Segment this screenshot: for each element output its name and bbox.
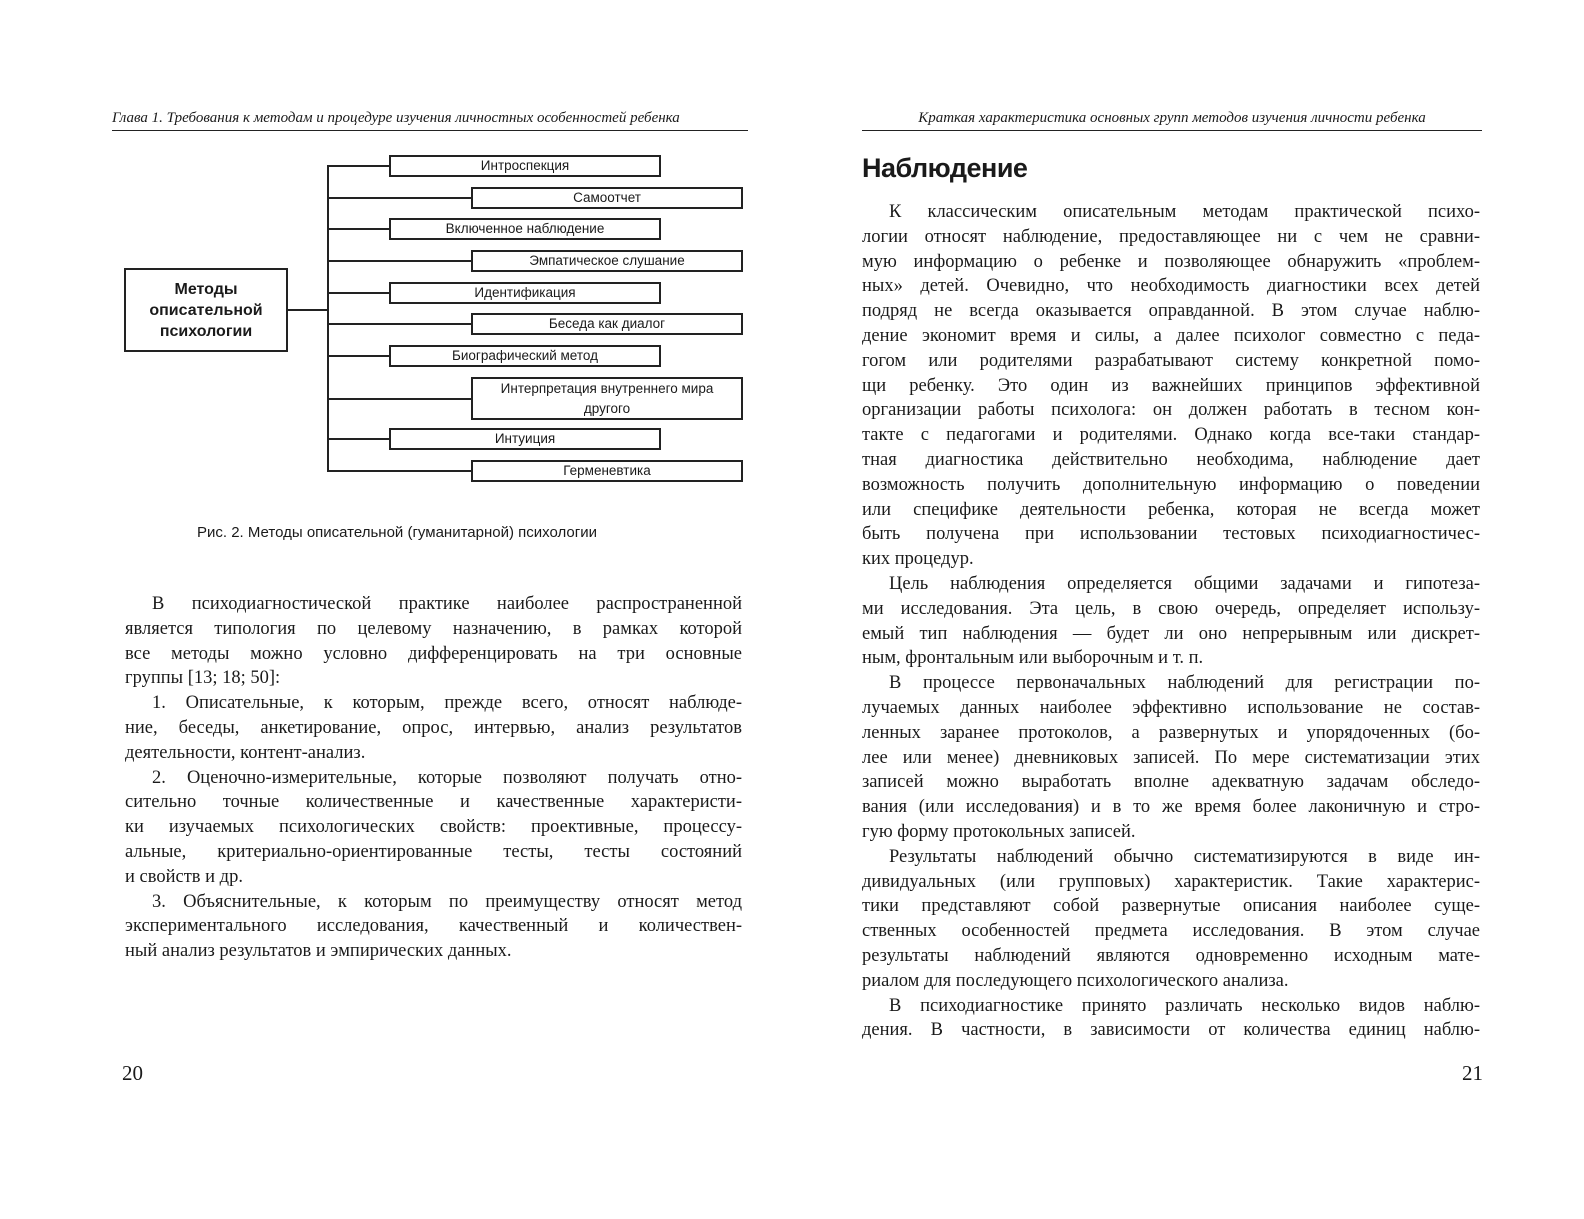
- text-line: Цель наблюдения определяется общими задачами и гипотеза-: [889, 573, 1480, 594]
- text-line: ных» детей. Очевидно, что необходимость диагностики всех детей: [862, 276, 1480, 297]
- text-line: К классическим описательным методам практической психо-: [889, 202, 1480, 222]
- text-line: 1. Описательные, к которым, прежде всего, относят наблюде-: [152, 693, 742, 714]
- text-line: тики представляют собой развернутые описания наиболее суще-: [862, 896, 1480, 917]
- text-line: ным, фронтальным или выборочным и т. п.: [862, 648, 1204, 669]
- paragraph: [125, 691, 742, 765]
- text-line: экспериментального исследования, качественный и количествен-: [125, 916, 742, 937]
- branch-line: [328, 260, 471, 262]
- left-body-text: [125, 592, 742, 964]
- text-line: ленных заранее протоколов, а развернутых и упорядоченных (бо-: [862, 722, 1480, 743]
- text-line: возможность получить дополнительную информацию о поведении: [862, 474, 1480, 495]
- branch-line: [328, 470, 471, 472]
- text-line: ми исследования. Эта цель, в свою очередь, определяет использу-: [862, 598, 1480, 619]
- text-line: является типология по целевому назначению, в рамках которой: [125, 618, 742, 639]
- branch-line: [328, 165, 389, 167]
- text-line: дения. В частности, в зависимости от количества единиц наблю-: [862, 1020, 1480, 1041]
- diagram-method-box: Интерпретация внутреннего мира другого: [471, 377, 743, 420]
- section-heading: Наблюдение: [862, 153, 1028, 183]
- right-body-text: [862, 200, 1480, 1043]
- text-line: альные, критериально-ориентированные тесты, тесты состояний: [125, 841, 742, 862]
- diagram-root-box: Методы описательной психологии: [124, 268, 288, 352]
- diagram-method-box: Идентификация: [389, 282, 661, 304]
- text-line: такте с педагогами и родителями. Однако когда все-таки стандар-: [862, 425, 1480, 446]
- text-line: организации работы психолога: он должен работать в тесном кон-: [862, 400, 1480, 421]
- diagram-method-box: Самоотчет: [471, 187, 743, 209]
- connector-line: [288, 309, 329, 311]
- trunk-line: [327, 165, 329, 472]
- page-number-right: 21: [1462, 1061, 1483, 1085]
- text-line: гогом или родителями разрабатывают систему конкретной помо-: [862, 350, 1480, 371]
- paragraph: [125, 766, 742, 890]
- paragraph: [862, 994, 1480, 1044]
- branch-line: [328, 228, 389, 230]
- text-line: щи ребенку. Это один из важнейших принципов эффективной: [862, 375, 1480, 396]
- text-line: все методы можно условно дифференцировать на три основные: [125, 643, 742, 664]
- paragraph: [862, 671, 1480, 845]
- diagram-method-box: Эмпатическое слушание: [471, 250, 743, 272]
- text-line: В психодиагностике принято различать несколько видов наблю-: [889, 995, 1480, 1016]
- text-line: ки изучаемых психологических свойств: проективные, процессу-: [125, 817, 742, 838]
- diagram-method-box: Биографический метод: [389, 345, 661, 367]
- branch-line: [328, 438, 389, 440]
- branch-line: [328, 292, 389, 294]
- figure-caption: Рис. 2. Методы описательной (гуманитарной) психологии: [197, 524, 597, 541]
- text-line: или специфике деятельности ребенка, которая не всегда может: [862, 499, 1480, 520]
- text-line: гую форму протокольных записей.: [862, 821, 1136, 842]
- page-number-left: 20: [122, 1061, 143, 1085]
- text-line: деятельности, контент-анализ.: [125, 742, 366, 763]
- text-line: ние, беседы, анкетирование, опрос, интервью, анализ результатов: [125, 717, 742, 738]
- text-line: Результаты наблюдений обычно систематизируются в виде ин-: [889, 846, 1480, 867]
- paragraph: [125, 592, 742, 691]
- text-line: тная диагностика действительно необходима, наблюдение дает: [862, 449, 1480, 470]
- text-line: мую информацию о ребенке и позволяющее обнаружить «проблем-: [862, 251, 1480, 272]
- text-line: сительно точные количественные и качественные характеристи-: [125, 792, 742, 813]
- paragraph: [862, 572, 1480, 671]
- text-line: логии относят наблюдение, предоставляющее ни с чем не сравни-: [862, 226, 1480, 247]
- diagram-method-box: Интуиция: [389, 428, 661, 450]
- text-line: ственных особенностей предмета исследования. В этом случае: [862, 921, 1480, 942]
- text-line: 2. Оценочно-измерительные, которые позволяют получать отно-: [152, 767, 742, 788]
- paragraph: [125, 890, 742, 964]
- text-line: подряд не всегда оказывается оправданной. В этом случае наблю-: [862, 301, 1480, 322]
- text-line: ких процедур.: [862, 549, 974, 570]
- text-line: дение экономит время и силы, а далее психолог совместно с педа-: [862, 325, 1480, 346]
- right-running-head: Краткая характеристика основных групп методов изучения личности ребенка: [862, 110, 1482, 131]
- text-line: и свойств и др.: [125, 866, 243, 887]
- diagram-method-box: Интроспекция: [389, 155, 661, 177]
- text-line: быть получена при использовании тестовых психодиагностичес-: [862, 524, 1480, 545]
- text-line: В процессе первоначальных наблюдений для регистрации по-: [889, 673, 1480, 694]
- text-line: дивидуальных (или групповых) характеристик. Такие характерис-: [862, 871, 1480, 892]
- text-line: записей можно выработать вполне адекватную задачам обследо-: [862, 772, 1480, 793]
- diagram-method-box: Беседа как диалог: [471, 313, 743, 335]
- text-line: вания (или исследования) и в то же время более лаконичную и стро-: [862, 797, 1480, 818]
- text-line: 3. Объяснительные, к которым по преимуществу относят метод: [152, 891, 742, 912]
- text-line: риалом для последующего психологического анализа.: [862, 970, 1289, 991]
- text-line: лее или менее) дневниковых записей. По мере систематизации этих: [862, 747, 1480, 768]
- diagram-method-box: Герменевтика: [471, 460, 743, 482]
- text-line: результаты наблюдений являются одновременно исходным мате-: [862, 945, 1480, 966]
- branch-line: [328, 355, 389, 357]
- diagram-method-box: Включенное наблюдение: [389, 218, 661, 240]
- branch-line: [328, 323, 471, 325]
- paragraph: [862, 845, 1480, 994]
- branch-line: [328, 398, 471, 400]
- left-running-head: Глава 1. Требования к методам и процедуре изучения личностных особенностей ребенка: [112, 110, 748, 131]
- text-line: группы [13; 18; 50]:: [125, 668, 281, 689]
- branch-line: [328, 197, 471, 199]
- text-line: ный анализ результатов и эмпирических данных.: [125, 941, 512, 962]
- text-line: В психодиагностической практике наиболее распространенной: [152, 594, 742, 614]
- text-line: лучаемых данных наиболее эффективно использование не состав-: [862, 697, 1480, 718]
- paragraph: [862, 200, 1480, 572]
- text-line: емый тип наблюдения — будет ли оно непрерывным или дискрет-: [862, 623, 1480, 644]
